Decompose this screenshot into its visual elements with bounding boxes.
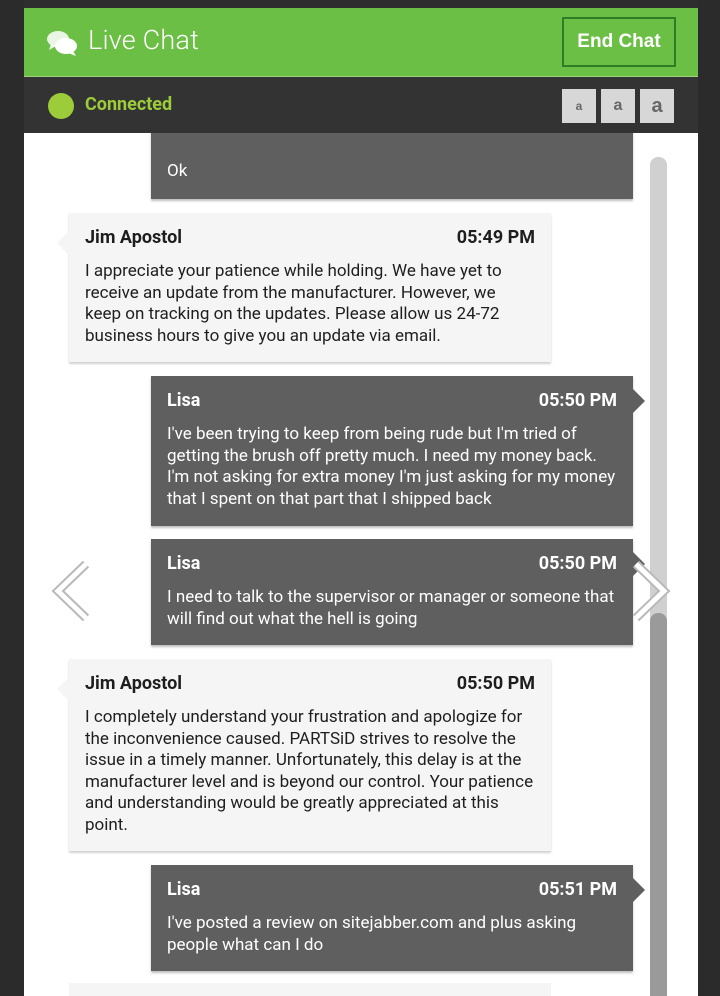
message-text: I've posted a review on sitejabber.com and plus asking people what can I do bbox=[167, 913, 577, 955]
scrollbar-thumb[interactable] bbox=[650, 613, 667, 996]
message-time: 05:49 PM bbox=[456, 227, 535, 248]
font-size-medium-button[interactable]: a bbox=[601, 89, 635, 123]
message-text: I appreciate your patience while holding. We have yet to receive an update from the manufacturer. However, we keep on tracking on the updates. Please allow us 24-72 business hours to give you an update via email. bbox=[85, 261, 502, 346]
chat-window bbox=[24, 0, 698, 996]
message-header bbox=[167, 879, 617, 901]
message-time: 05:50 PM bbox=[456, 673, 535, 694]
message-time: 05:50 PM bbox=[538, 390, 617, 411]
top-edge bbox=[24, 0, 698, 8]
next-arrow-icon[interactable] bbox=[628, 560, 672, 622]
previous-arrow-icon[interactable] bbox=[50, 560, 94, 622]
message-text: I've been trying to keep from being rude but I'm tried of getting the brush off pretty much. I need my money back. I'm not asking for extra money I'm just asking for my money that I spent on that part that I shipped back bbox=[167, 424, 616, 509]
chat-message-agent bbox=[69, 659, 551, 851]
chat-message-agent-partial bbox=[69, 983, 551, 996]
message-header bbox=[167, 390, 617, 412]
chat-message-user bbox=[151, 865, 633, 971]
status-bar bbox=[24, 76, 698, 133]
message-header bbox=[167, 553, 617, 575]
chat-message-user bbox=[151, 376, 633, 526]
chat-header bbox=[24, 8, 698, 76]
chat-message-user bbox=[151, 133, 633, 199]
connection-status: Connected bbox=[85, 94, 173, 115]
chat-message-agent bbox=[69, 213, 551, 362]
message-sender: Jim Apostol bbox=[85, 673, 183, 694]
message-sender: Jim Apostol bbox=[85, 227, 183, 248]
message-sender: Lisa bbox=[167, 879, 201, 900]
message-text: I need to talk to the supervisor or manager or someone that will find out what the hell is going bbox=[167, 587, 615, 629]
message-text: I completely understand your frustration and apologize for the inconvenience caused. PARTSiD strives to resolve the issue in a timely manner. Unfortunately, this delay is at the manufacturer level and is beyond our control. Your patience and understanding would be greatly appreciated at this point. bbox=[85, 707, 534, 835]
message-header bbox=[85, 227, 535, 249]
message-text: Ok bbox=[167, 161, 188, 181]
message-sender: Lisa bbox=[167, 553, 201, 574]
message-list[interactable] bbox=[24, 133, 698, 996]
message-time: 05:51 PM bbox=[538, 879, 617, 900]
message-sender: Lisa bbox=[167, 390, 201, 411]
chat-title: Live Chat bbox=[88, 24, 199, 56]
message-header bbox=[85, 673, 535, 695]
end-chat-button[interactable]: End Chat bbox=[562, 17, 676, 67]
font-size-large-button[interactable]: a bbox=[640, 89, 674, 123]
connected-status-icon bbox=[48, 93, 74, 119]
chat-bubbles-icon bbox=[46, 28, 78, 58]
chat-message-user bbox=[151, 539, 633, 645]
font-size-small-button[interactable]: a bbox=[562, 89, 596, 123]
message-time: 05:50 PM bbox=[538, 553, 617, 574]
